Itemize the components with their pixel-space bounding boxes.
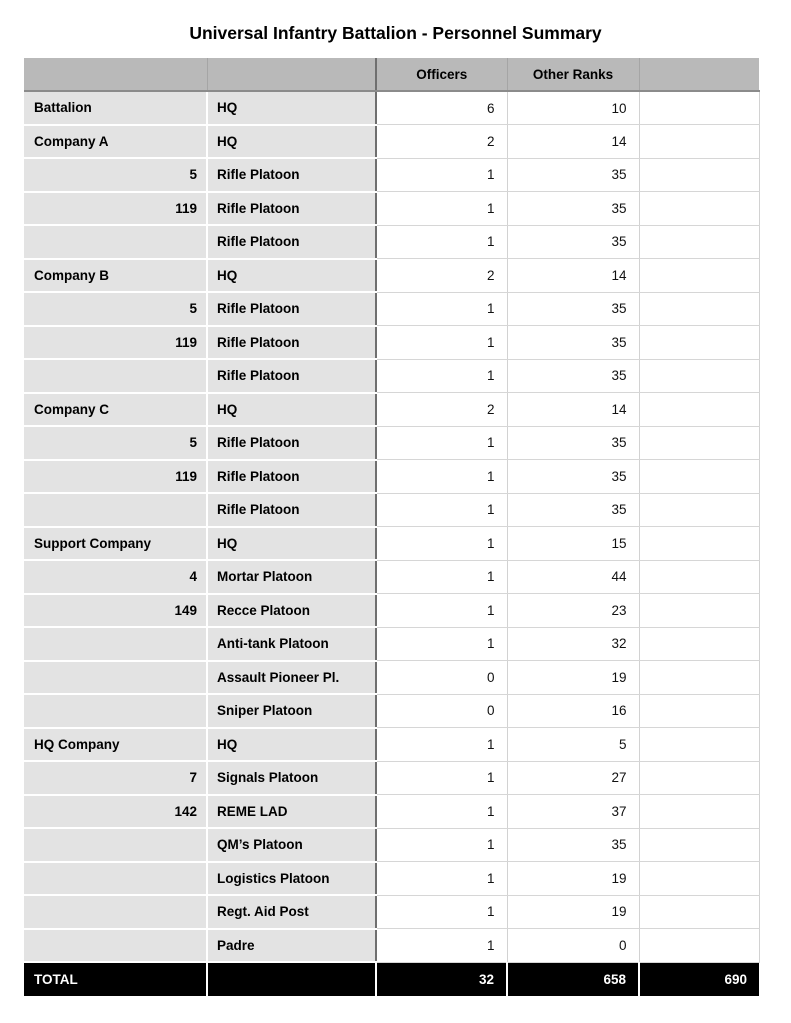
table-row <box>24 292 759 326</box>
group-cell <box>24 661 207 695</box>
table-row <box>24 929 759 963</box>
table-row <box>24 795 759 829</box>
header-cell-officers: Officers <box>376 58 507 91</box>
officers-cell: 1 <box>376 795 507 829</box>
extra-cell <box>639 91 759 125</box>
group-cell: HQ Company <box>24 728 207 762</box>
total-officers: 32 <box>376 962 507 996</box>
extra-cell <box>639 326 759 360</box>
table-row <box>24 560 759 594</box>
officers-cell: 0 <box>376 661 507 695</box>
group-cell: Company A <box>24 125 207 159</box>
group-cell <box>24 225 207 259</box>
other-ranks-cell: 0 <box>507 929 639 963</box>
extra-cell <box>639 192 759 226</box>
other-ranks-cell: 35 <box>507 225 639 259</box>
unit-cell: HQ <box>207 91 376 125</box>
unit-cell: Assault Pioneer Pl. <box>207 661 376 695</box>
other-ranks-cell: 14 <box>507 259 639 293</box>
officers-cell: 2 <box>376 393 507 427</box>
other-ranks-cell: 14 <box>507 393 639 427</box>
extra-cell <box>639 393 759 427</box>
table-row <box>24 225 759 259</box>
officers-cell: 1 <box>376 493 507 527</box>
other-ranks-cell: 32 <box>507 627 639 661</box>
other-ranks-cell: 35 <box>507 828 639 862</box>
group-cell: 119 <box>24 192 207 226</box>
header-cell-other-ranks: Other Ranks <box>507 58 639 91</box>
table-row <box>24 359 759 393</box>
unit-cell: Anti-tank Platoon <box>207 627 376 661</box>
table-row <box>24 91 759 125</box>
extra-cell <box>639 661 759 695</box>
officers-cell: 1 <box>376 627 507 661</box>
group-cell: Company B <box>24 259 207 293</box>
total-label: TOTAL <box>24 962 207 996</box>
table-row <box>24 326 759 360</box>
officers-cell: 1 <box>376 761 507 795</box>
extra-cell <box>639 493 759 527</box>
unit-cell: Padre <box>207 929 376 963</box>
table-row <box>24 728 759 762</box>
group-cell: 4 <box>24 560 207 594</box>
total-empty-cell <box>207 962 376 996</box>
extra-cell <box>639 828 759 862</box>
other-ranks-cell: 10 <box>507 91 639 125</box>
group-cell: 5 <box>24 158 207 192</box>
total-row <box>24 962 759 996</box>
other-ranks-cell: 35 <box>507 460 639 494</box>
other-ranks-cell: 16 <box>507 694 639 728</box>
unit-cell: Logistics Platoon <box>207 862 376 896</box>
other-ranks-cell: 35 <box>507 192 639 226</box>
officers-cell: 1 <box>376 895 507 929</box>
table-row <box>24 694 759 728</box>
table-row <box>24 158 759 192</box>
unit-cell: Rifle Platoon <box>207 359 376 393</box>
table-row <box>24 460 759 494</box>
extra-cell <box>639 426 759 460</box>
unit-cell: HQ <box>207 728 376 762</box>
table-row <box>24 661 759 695</box>
other-ranks-cell: 27 <box>507 761 639 795</box>
unit-cell: Signals Platoon <box>207 761 376 795</box>
group-cell: 119 <box>24 326 207 360</box>
other-ranks-cell: 35 <box>507 493 639 527</box>
group-cell <box>24 694 207 728</box>
group-cell: 149 <box>24 594 207 628</box>
group-cell: Battalion <box>24 91 207 125</box>
officers-cell: 2 <box>376 259 507 293</box>
extra-cell <box>639 929 759 963</box>
other-ranks-cell: 35 <box>507 359 639 393</box>
officers-cell: 1 <box>376 426 507 460</box>
group-cell: Support Company <box>24 527 207 561</box>
unit-cell: Rifle Platoon <box>207 493 376 527</box>
extra-cell <box>639 125 759 159</box>
officers-cell: 1 <box>376 225 507 259</box>
unit-cell: Rifle Platoon <box>207 225 376 259</box>
table-row <box>24 125 759 159</box>
officers-cell: 1 <box>376 292 507 326</box>
extra-cell <box>639 560 759 594</box>
other-ranks-cell: 37 <box>507 795 639 829</box>
officers-cell: 1 <box>376 527 507 561</box>
extra-cell <box>639 627 759 661</box>
unit-cell: Rifle Platoon <box>207 426 376 460</box>
unit-cell: Recce Platoon <box>207 594 376 628</box>
table-row <box>24 493 759 527</box>
unit-cell: Rifle Platoon <box>207 292 376 326</box>
table-row <box>24 828 759 862</box>
header-cell-extra <box>639 58 759 91</box>
officers-cell: 2 <box>376 125 507 159</box>
table-row <box>24 393 759 427</box>
officers-cell: 1 <box>376 326 507 360</box>
total-other-ranks: 658 <box>507 962 639 996</box>
other-ranks-cell: 19 <box>507 895 639 929</box>
extra-cell <box>639 795 759 829</box>
header-cell-unit <box>207 58 376 91</box>
group-cell: 7 <box>24 761 207 795</box>
unit-cell: HQ <box>207 393 376 427</box>
officers-cell: 1 <box>376 594 507 628</box>
group-cell: 5 <box>24 292 207 326</box>
unit-cell: Rifle Platoon <box>207 326 376 360</box>
officers-cell: 1 <box>376 460 507 494</box>
unit-cell: Regt. Aid Post <box>207 895 376 929</box>
extra-cell <box>639 694 759 728</box>
officers-cell: 1 <box>376 862 507 896</box>
other-ranks-cell: 5 <box>507 728 639 762</box>
other-ranks-cell: 15 <box>507 527 639 561</box>
total-grand: 690 <box>639 962 759 996</box>
table-row <box>24 259 759 293</box>
extra-cell <box>639 259 759 293</box>
officers-cell: 1 <box>376 828 507 862</box>
table-row <box>24 862 759 896</box>
group-cell: Company C <box>24 393 207 427</box>
personnel-summary-table <box>24 58 760 996</box>
other-ranks-cell: 23 <box>507 594 639 628</box>
officers-cell: 1 <box>376 158 507 192</box>
group-cell <box>24 493 207 527</box>
unit-cell: HQ <box>207 527 376 561</box>
extra-cell <box>639 225 759 259</box>
unit-cell: Sniper Platoon <box>207 694 376 728</box>
other-ranks-cell: 35 <box>507 292 639 326</box>
officers-cell: 1 <box>376 192 507 226</box>
group-cell <box>24 359 207 393</box>
table-row <box>24 895 759 929</box>
officers-cell: 1 <box>376 560 507 594</box>
unit-cell: Rifle Platoon <box>207 158 376 192</box>
unit-cell: REME LAD <box>207 795 376 829</box>
extra-cell <box>639 359 759 393</box>
header-cell-group <box>24 58 207 91</box>
extra-cell <box>639 527 759 561</box>
table-row <box>24 426 759 460</box>
table-row <box>24 594 759 628</box>
group-cell <box>24 895 207 929</box>
header-row <box>24 58 759 91</box>
officers-cell: 1 <box>376 929 507 963</box>
group-cell: 5 <box>24 426 207 460</box>
page-title: Universal Infantry Battalion - Personnel Summary <box>189 23 602 43</box>
group-cell <box>24 862 207 896</box>
table-row <box>24 527 759 561</box>
unit-cell: HQ <box>207 125 376 159</box>
officers-cell: 0 <box>376 694 507 728</box>
unit-cell: Rifle Platoon <box>207 192 376 226</box>
group-cell: 119 <box>24 460 207 494</box>
table-row <box>24 761 759 795</box>
table-row <box>24 192 759 226</box>
other-ranks-cell: 14 <box>507 125 639 159</box>
unit-cell: Rifle Platoon <box>207 460 376 494</box>
extra-cell <box>639 895 759 929</box>
unit-cell: Mortar Platoon <box>207 560 376 594</box>
extra-cell <box>639 158 759 192</box>
other-ranks-cell: 35 <box>507 158 639 192</box>
unit-cell: QM’s Platoon <box>207 828 376 862</box>
table-body <box>24 91 759 962</box>
officers-cell: 6 <box>376 91 507 125</box>
extra-cell <box>639 594 759 628</box>
officers-cell: 1 <box>376 359 507 393</box>
other-ranks-cell: 35 <box>507 426 639 460</box>
group-cell: 142 <box>24 795 207 829</box>
other-ranks-cell: 19 <box>507 661 639 695</box>
other-ranks-cell: 35 <box>507 326 639 360</box>
table-row <box>24 627 759 661</box>
group-cell <box>24 627 207 661</box>
unit-cell: HQ <box>207 259 376 293</box>
extra-cell <box>639 862 759 896</box>
officers-cell: 1 <box>376 728 507 762</box>
other-ranks-cell: 19 <box>507 862 639 896</box>
group-cell <box>24 929 207 963</box>
group-cell <box>24 828 207 862</box>
extra-cell <box>639 292 759 326</box>
extra-cell <box>639 460 759 494</box>
other-ranks-cell: 44 <box>507 560 639 594</box>
extra-cell <box>639 761 759 795</box>
extra-cell <box>639 728 759 762</box>
